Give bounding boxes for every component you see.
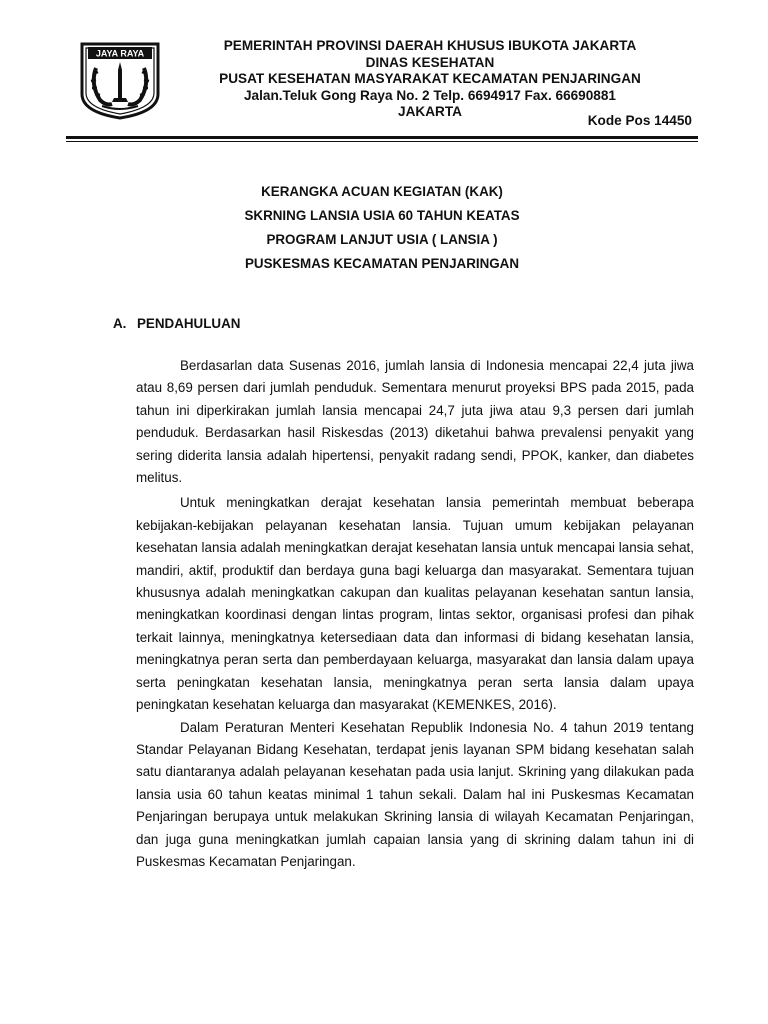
letterhead-city: JAKARTA <box>398 104 462 119</box>
letterhead-address: Jalan.Teluk Gong Raya No. 2 Telp. 6694917 Fax. 66690881 <box>243 87 616 103</box>
jakarta-emblem-logo <box>76 38 164 120</box>
paragraph: Dalam Peraturan Menteri Kesehatan Republik Indonesia No. 4 tahun 2019 tentang Standar Pelayanan Bidang Kesehatan, terdapat jenis layanan SPM bidang kesehatan salah satu diantaranya adalah pelayanan kesehatan pada usia lanjut. Skrining yang dilakukan pada lansia usia 60 tahun keatas minimal 1 tahun sekali. Dalam hal ini Puskesmas Kecamatan Penjaringan berupaya untuk melakukan Skrining lansia di wilayah Kecamatan Penjaringan, dan juga guna meningkatkan jumlah capaian lansia yang di skrining dalam tahun ini di Puskesmas Kecamatan Penjaringan. <box>136 719 694 869</box>
paragraph: Berdasarlan data Susenas 2016, jumlah lansia di Indonesia mencapai 22,4 juta jiwa atau 8,69 persen dari jumlah penduduk. Sementara menurut proyeksi BPS pada 2015, pada tahun ini diperkirakan jumlah lansia mencapai 24,7 juta jiwa atau 9,3 persen dari jumlah penduduk. Berdasarkan hasil Riskesdas (2013) diketahui bahwa prevalensi penyakit yang sering diderita lansia adalah hipertensi, penyakit radang sendi, PPOK, kanker, dan diabetes melitus. <box>136 358 694 486</box>
letterhead-institution: PUSAT KESEHATAN MASYARAKAT KECAMATAN PENJARINGAN <box>219 71 641 86</box>
svg-text:JAYA RAYA: JAYA RAYA <box>95 48 145 59</box>
letterhead-department: DINAS KESEHATAN <box>365 54 495 70</box>
document-subtitle-facility: PUSKESMAS KECAMATAN PENJARINGAN <box>244 256 520 271</box>
document-title-block <box>66 180 698 276</box>
letterhead-divider <box>66 136 698 139</box>
section-heading <box>113 316 240 331</box>
document-subtitle-program: PROGRAM LANJUT USIA ( LANSIA ) <box>266 232 498 247</box>
emblem-icon <box>76 38 164 120</box>
document-title: KERANGKA ACUAN KEGIATAN (KAK) <box>261 184 503 199</box>
postal-code: Kode Pos 14450 <box>587 113 692 128</box>
section-title: PENDAHULUAN <box>137 316 241 331</box>
letterhead-text <box>170 38 690 121</box>
paragraph: Untuk meningkatkan derajat kesehatan lansia pemerintah membuat beberapa kebijakan-kebijakan pelayanan kesehatan lansia. Tujuan umum kebijakan pelayanan kesehatan lansia adalah meningkatkan derajat kesehatan lansia untuk mencapai lansia sehat, mandiri, aktif, produktif dan berdaya guna bagi keluarga dan masyarakat. Sementara tujuan khususnya adalah meningkatkan cakupan dan kualitas pelayanan kesehatan santun lansia, meningkatkan koordinasi dengan lintas program, lintas sektor, organisasi profesi dan pihak terkait lainnya, meningkatnya ketersediaan data dan informasi di bidang kesehatan lansia, meningkatnya peran serta dan pemberdayaan keluarga, masyarakat dan lansia dalam upaya serta peningkatan kesehatan lansia, meningkatnya peran serta lansia dalam upaya peningkatan kesehatan keluarga dan masyarakat (KEMENKES, 2016). <box>136 495 694 713</box>
letterhead-divider-thin <box>66 141 698 142</box>
letterhead-government: PEMERINTAH PROVINSI DAERAH KHUSUS IBUKOTA JAKARTA <box>223 38 637 53</box>
document-subtitle-activity: SKRNING LANSIA USIA 60 TAHUN KEATAS <box>244 208 520 223</box>
section-body <box>136 355 694 873</box>
section-number: A. <box>113 316 127 331</box>
